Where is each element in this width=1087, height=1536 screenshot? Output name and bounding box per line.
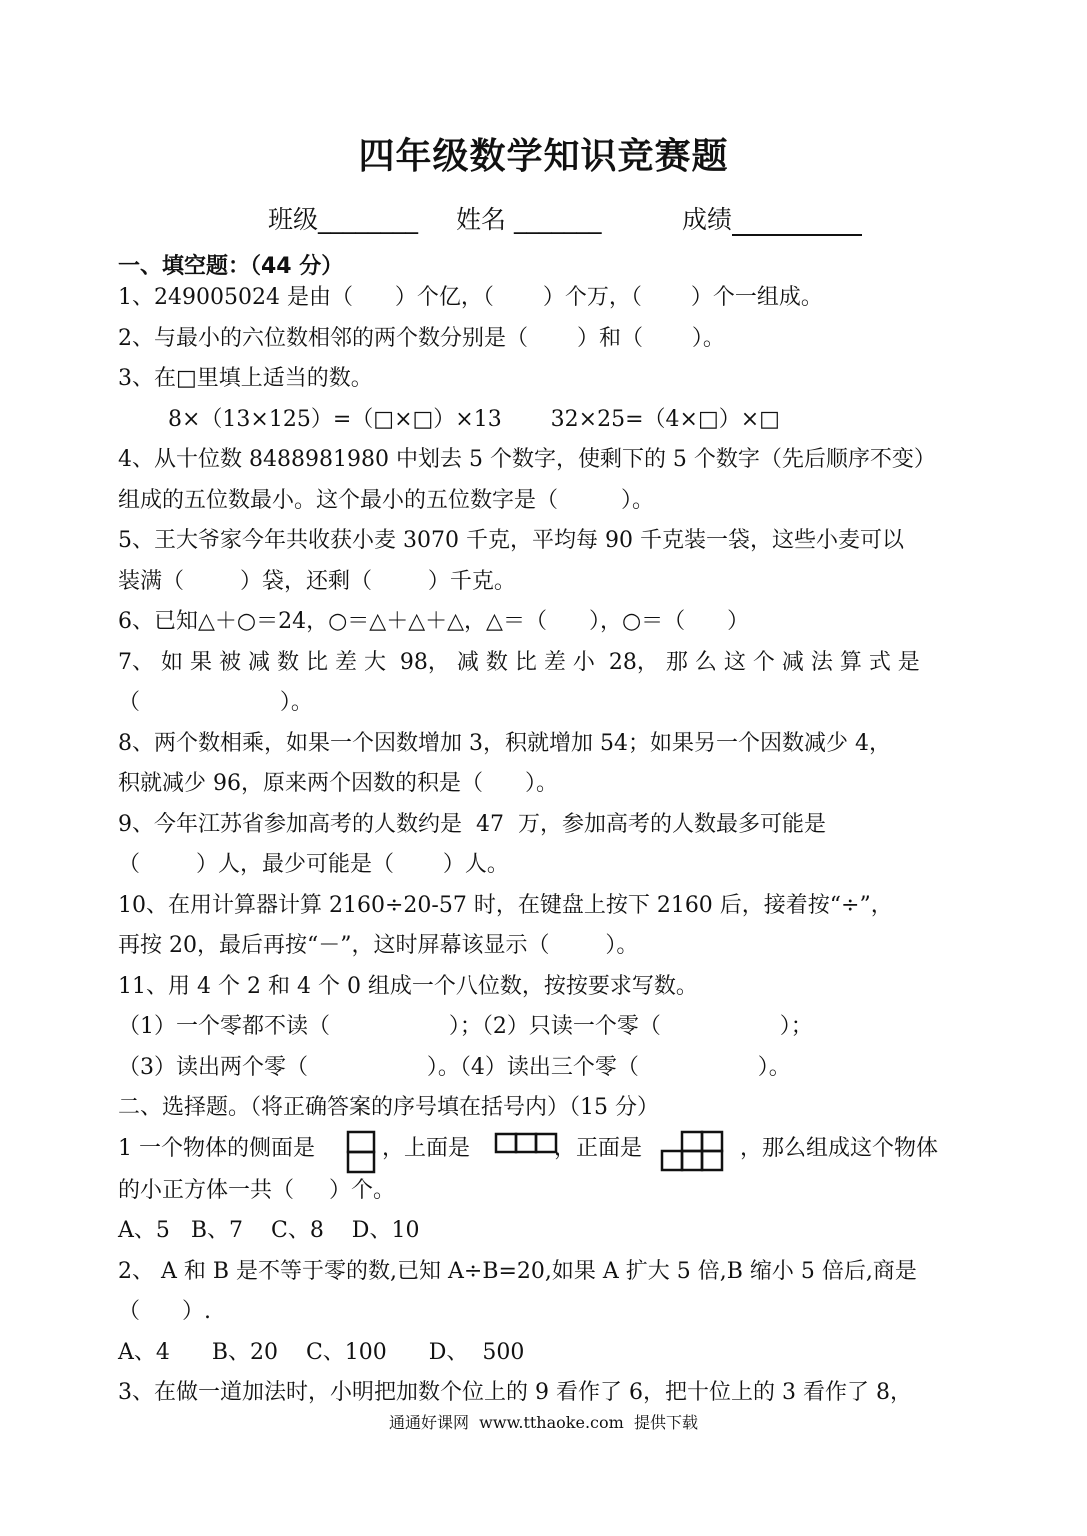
side-view-cell-top xyxy=(348,1132,374,1152)
choice-1-line2: 的小正方体一共（ ）个。 xyxy=(118,1178,395,1203)
choice-1-options: A、5 B、7 C、8 D、10 xyxy=(118,1218,420,1243)
choice-1-top-text: ，上面是 xyxy=(382,1136,471,1161)
page-title: 四年级数学知识竞赛题 xyxy=(358,136,729,177)
top-view-cell-3 xyxy=(536,1134,556,1152)
choice-1-side-text: 1 一个物体的侧面是 xyxy=(118,1136,315,1161)
front-view-cell-bottom-middle xyxy=(682,1151,702,1170)
side-view-figure xyxy=(346,1130,378,1176)
page-footer: 通通好课网 www.tthaoke.com 提供下载 xyxy=(389,1413,698,1432)
front-view-figure xyxy=(660,1130,726,1172)
question-4-line1: 4、从十位数 8488981980 中划去 5 个数字，使剩下的 5 个数字（先后顺序不变） xyxy=(118,447,936,472)
question-11-part-a: （1）一个零都不读（ ）；（2）只读一个零（ ）； xyxy=(118,1014,813,1039)
question-11-part-b: （3）读出两个零（ ）。（4）读出三个零（ ）。 xyxy=(118,1055,791,1080)
question-5-line2: 装满（ ）袋，还剩（ ）千克。 xyxy=(118,569,516,594)
class-field: 班级________ xyxy=(268,205,419,234)
score-label: 成绩 xyxy=(682,205,733,234)
question-11: 11、用 4 个 2 和 4 个 0 组成一个八位数，按按要求写数。 xyxy=(118,974,698,999)
question-1: 1、249005024 是由（ ）个亿，（ ）个万，（ ）个一组成。 xyxy=(118,285,823,310)
question-8-line2: 积就减少 96，原来两个因数的积是（ ）。 xyxy=(118,771,558,796)
score-blank xyxy=(732,208,862,236)
question-3: 3、在□里填上适当的数。 xyxy=(118,366,373,391)
choice-1-front-text: ，正面是 xyxy=(554,1136,643,1161)
question-3-formula: 8×（13×125）=（□×□）×13 32×25=（4×□）×□ xyxy=(168,407,780,432)
question-2: 2、与最小的六位数相邻的两个数分别是（ ）和（ ）。 xyxy=(118,326,725,351)
top-view-cell-2 xyxy=(516,1134,536,1152)
front-view-cell-bottom-left xyxy=(662,1151,682,1170)
section2-heading: 二、选择题。（将正确答案的序号填在括号内）（15 分） xyxy=(118,1095,659,1120)
question-7-line2: （ ）。 xyxy=(118,690,313,715)
question-9-line2: （ ）人，最少可能是（ ）人。 xyxy=(118,852,509,877)
choice-2-line2: （ ）. xyxy=(118,1299,211,1324)
choice-2-options: A、4 B、20 C、100 D、 500 xyxy=(118,1340,525,1365)
choice-2-line1: 2、 A 和 B 是不等于零的数,已知 A÷B=20,如果 A 扩大 5 倍,B 缩小 5 倍后,商是 xyxy=(118,1259,917,1284)
question-10-line2: 再按 20，最后再按“－”，这时屏幕该显示（ ）。 xyxy=(118,933,639,958)
question-4-line2: 组成的五位数最小。这个最小的五位数字是（ ）。 xyxy=(118,488,654,513)
top-view-cell-1 xyxy=(496,1134,516,1152)
question-10-line1: 10、在用计算器计算 2160÷20-57 时，在键盘上按下 2160 后，接着按“÷”， xyxy=(118,893,893,918)
top-view-figure xyxy=(494,1132,558,1154)
name-field: 姓名 _______ xyxy=(456,205,602,234)
front-view-cell-top-right xyxy=(702,1132,722,1151)
question-5-line1: 5、王大爷家今年共收获小麦 3070 千克，平均每 90 千克装一袋，这些小麦可以 xyxy=(118,528,904,553)
choice-3-line1: 3、在做一道加法时，小明把加数个位上的 9 看作了 6，把十位上的 3 看作了 8， xyxy=(118,1380,912,1405)
question-8-line1: 8、两个数相乘，如果一个因数增加 3，积就增加 54；如果另一个因数减少 4， xyxy=(118,731,891,756)
score-field xyxy=(682,200,862,236)
question-6: 6、已知△＋○＝24，○＝△＋△＋△，△＝（ ），○＝（ ） xyxy=(118,609,750,634)
question-7-line1: 7、 如 果 被 减 数 比 差 大 98， 减 数 比 差 小 28， 那 么 这 个 减 法 算 式 是 xyxy=(118,650,920,675)
side-view-cell-bottom xyxy=(348,1152,374,1172)
front-view-cell-bottom-right xyxy=(702,1151,722,1170)
front-view-cell-top-middle xyxy=(682,1132,702,1151)
section1-heading: 一、填空题：（44 分） xyxy=(118,254,344,279)
choice-1-tail-text: ，那么组成这个物体 xyxy=(740,1136,939,1161)
question-9-line1: 9、今年江苏省参加高考的人数约是 47 万，参加高考的人数最多可能是 xyxy=(118,812,826,837)
